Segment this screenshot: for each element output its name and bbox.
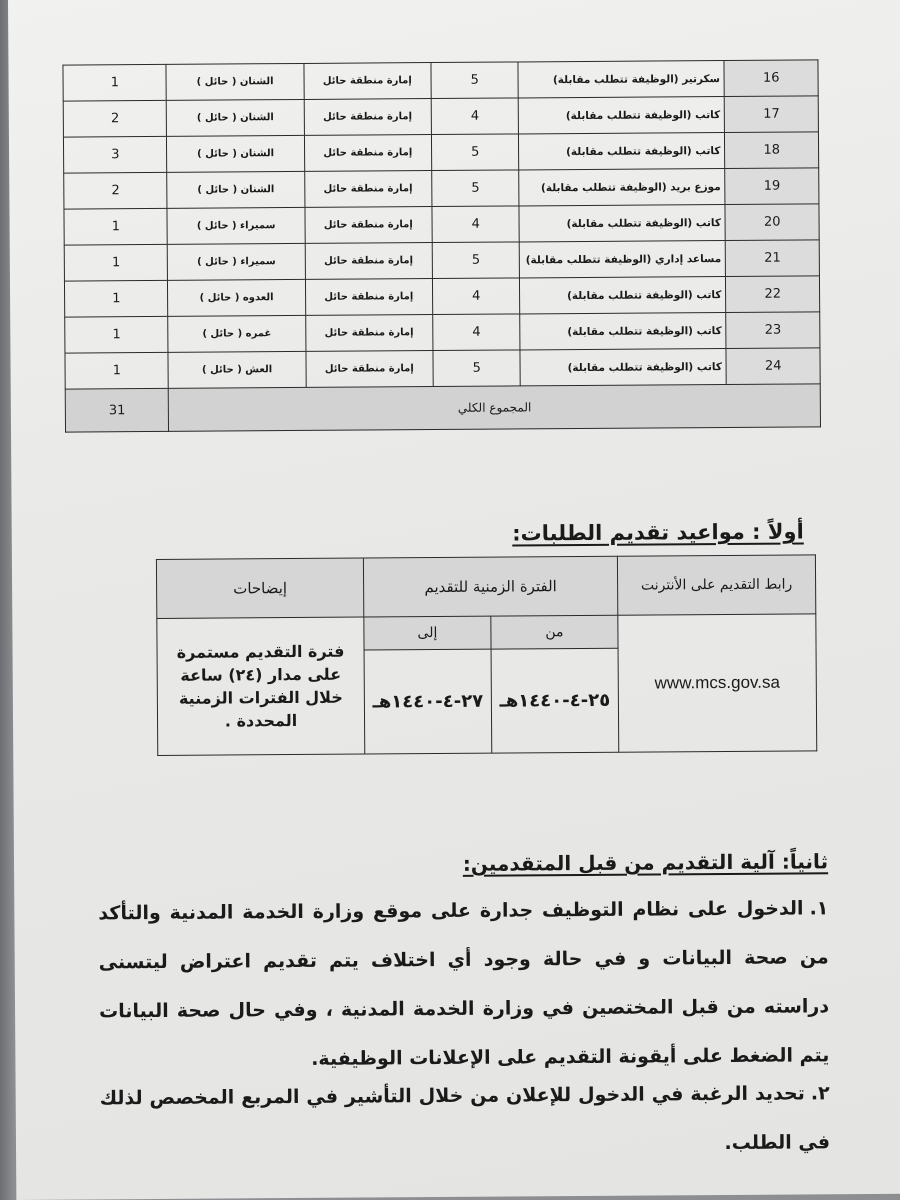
emirate-name: إمارة منطقة حائل: [305, 315, 433, 352]
table-row: [63, 132, 818, 173]
job-grade: 4: [432, 278, 520, 315]
position-count: 2: [64, 172, 168, 209]
job-location: العش ( حائل ): [168, 351, 305, 388]
row-number: 23: [726, 312, 820, 349]
from-date: ٢٥-٤-١٤٤٠هـ: [491, 648, 619, 753]
job-title: كاتب (الوظيفة تتطلب مقابلة): [519, 132, 725, 169]
total-label: المجموع الكلي: [169, 384, 821, 432]
job-grade: 4: [432, 206, 520, 243]
job-location: سميراء ( حائل ): [168, 243, 305, 280]
emirate-name: إمارة منطقة حائل: [304, 99, 432, 136]
row-number: 24: [726, 348, 820, 385]
period-column-header: الفترة الزمنية للتقديم: [363, 556, 617, 617]
emirate-name: إمارة منطقة حائل: [306, 351, 434, 388]
table-row: [64, 240, 819, 281]
row-number: 22: [726, 276, 820, 313]
position-count: 1: [64, 208, 168, 245]
table-row: [64, 276, 819, 317]
row-number: 17: [725, 96, 819, 133]
emirate-name: إمارة منطقة حائل: [305, 207, 433, 244]
notes-column-header: إيضاحات: [156, 558, 363, 618]
row-number: 20: [725, 204, 819, 241]
emirate-name: إمارة منطقة حائل: [305, 243, 433, 280]
procedure-item-1: [98, 884, 829, 1085]
period-note: فترة التقديم مستمرة على مدار (٢٤) ساعة خلال الفترات الزمنية المحددة .: [157, 617, 365, 755]
table-row: [65, 312, 820, 353]
table-row: [64, 168, 819, 209]
to-date: ٢٧-٤-١٤٤٠هـ: [364, 649, 492, 754]
job-grade: 5: [431, 134, 519, 171]
to-label: إلى: [364, 616, 491, 650]
job-title: كاتب (الوظيفة تتطلب مقابلة): [519, 204, 725, 241]
item-number: ٢.: [810, 1082, 830, 1105]
schedule-subheader-row: [157, 614, 816, 652]
total-row: [65, 384, 820, 432]
application-link[interactable]: www.mcs.gov.sa: [618, 614, 817, 752]
job-location: العدوه ( حائل ): [168, 279, 305, 316]
position-count: 2: [63, 100, 167, 137]
job-grade: 4: [431, 98, 519, 135]
table-row: [63, 96, 818, 137]
job-title: موزع بريد (الوظيفة تتطلب مقابلة): [519, 168, 725, 205]
position-count: 1: [64, 244, 168, 281]
job-location: الشنان ( حائل ): [166, 63, 303, 100]
table-row: [65, 348, 820, 389]
position-count: 1: [63, 64, 167, 101]
position-count: 1: [65, 316, 169, 353]
procedure-item-2: [100, 1069, 831, 1172]
position-count: 1: [64, 280, 168, 317]
from-label: من: [491, 615, 618, 649]
row-number: 18: [725, 132, 819, 169]
job-location: الشنان ( حائل ): [167, 135, 304, 172]
jobs-table-body: [63, 60, 820, 389]
job-title: مساعد إداري (الوظيفة تتطلب مقابلة): [520, 240, 726, 277]
row-number: 21: [726, 240, 820, 277]
section1-heading: أولاً : مواعيد تقديم الطلبات:: [512, 519, 804, 546]
emirate-name: إمارة منطقة حائل: [304, 63, 432, 100]
link-column-header: رابط التقديم على الأنترنت: [617, 555, 815, 615]
job-title: كاتب (الوظيفة تتطلب مقابلة): [520, 312, 726, 349]
item-text: الدخول على نظام التوظيف جدارة على موقع وزارة الخدمة المدنية والتأكد من صحة البيانات و في حالة وجود أي اختلاف يتم تقديم اعتراض ليتسنى دراسته من قبل المختصين في وزارة الخدمة المدنية ، وفي حال صحة البيانات يتم الضغط على أيقونة التقديم على الإعلانات الوظيفية.: [98, 897, 830, 1070]
emirate-name: إمارة منطقة حائل: [304, 135, 432, 172]
job-location: غمره ( حائل ): [168, 315, 305, 352]
job-title: سكرتير (الوظيفة تتطلب مقابلة): [518, 61, 724, 98]
position-count: 1: [65, 352, 169, 389]
job-grade: 4: [433, 314, 521, 351]
job-title: كاتب (الوظيفة تتطلب مقابلة): [520, 348, 726, 385]
emirate-name: إمارة منطقة حائل: [305, 279, 433, 316]
job-grade: 5: [432, 242, 520, 279]
document-page: [8, 0, 900, 1200]
job-grade: 5: [433, 350, 521, 387]
row-number: 16: [724, 60, 818, 97]
item-number: ١.: [809, 897, 829, 920]
job-title: كاتب (الوظيفة تتطلب مقابلة): [520, 276, 726, 313]
row-number: 19: [725, 168, 819, 205]
schedule-table: [156, 554, 817, 756]
jobs-table: [62, 59, 821, 432]
emirate-name: إمارة منطقة حائل: [304, 171, 432, 208]
position-count: 3: [63, 136, 167, 173]
total-value: 31: [65, 388, 169, 432]
schedule-header-row: [156, 555, 815, 619]
job-grade: 5: [431, 62, 519, 99]
table-row: [64, 204, 819, 245]
job-location: الشنان ( حائل ): [167, 171, 304, 208]
job-location: سميراء ( حائل ): [167, 207, 304, 244]
item-text: تحديد الرغبة في الدخول للإعلان من خلال التأشير في المربع المخصص لذلك في الطلب.: [99, 1082, 831, 1155]
job-grade: 5: [432, 170, 520, 207]
section2-heading: ثانياً: آلية التقديم من قبل المتقدمين:: [462, 849, 829, 876]
job-title: كاتب (الوظيفة تتطلب مقابلة): [519, 96, 725, 133]
job-location: الشنان ( حائل ): [167, 99, 304, 136]
table-row: [63, 60, 818, 101]
